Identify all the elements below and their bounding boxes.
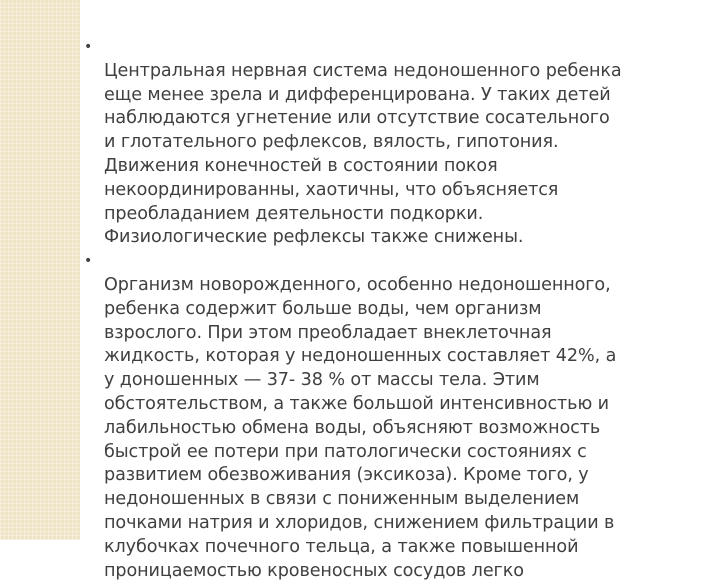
bullet-item-1 [84,36,704,250]
bullet-item-2 [84,250,704,583]
bullet-text-2: Организм новорожденного, особенно недоношенного, ребенка содержит больше воды, чем организм взрослого. При этом преобладает внеклеточная жидкость, которая у недоношенных составляет 42%, а у доношенных — 37- 38 % от массы тела. Этим обстоятельством, а также большой интенсивностью и лабильностью обмена воды, объясняют возможность быстрой ее потери при патологически состояниях с развитием обезвоживания (эксикоза). Кроме того, у недоношенных в связи с пониженным выделением почками натрия и хлоридов, снижением фильтрации в клубочках почечного тельца, а также повышенной проницаемостью кровеносных сосудов легко [104,274,617,581]
bullet-icon: • [84,253,93,270]
bullet-text-1: Центральная нервная система недоношенного ребенка еще менее зрела и дифференцирована. У таких детей наблюдаются угнетение или отсутствие сосательного и глотательного рефлексов, вялость, гипотония. Движения конечностей в состоянии покоя некоординированны, хаотичны, что объясняется преобладанием деятельности подкорки. Физиологические рефлексы также снижены. [104,60,622,248]
bullet-icon: • [84,39,93,55]
decorative-side-strip [0,0,80,540]
bullet-list [84,36,704,583]
slide-text-body [84,36,704,581]
